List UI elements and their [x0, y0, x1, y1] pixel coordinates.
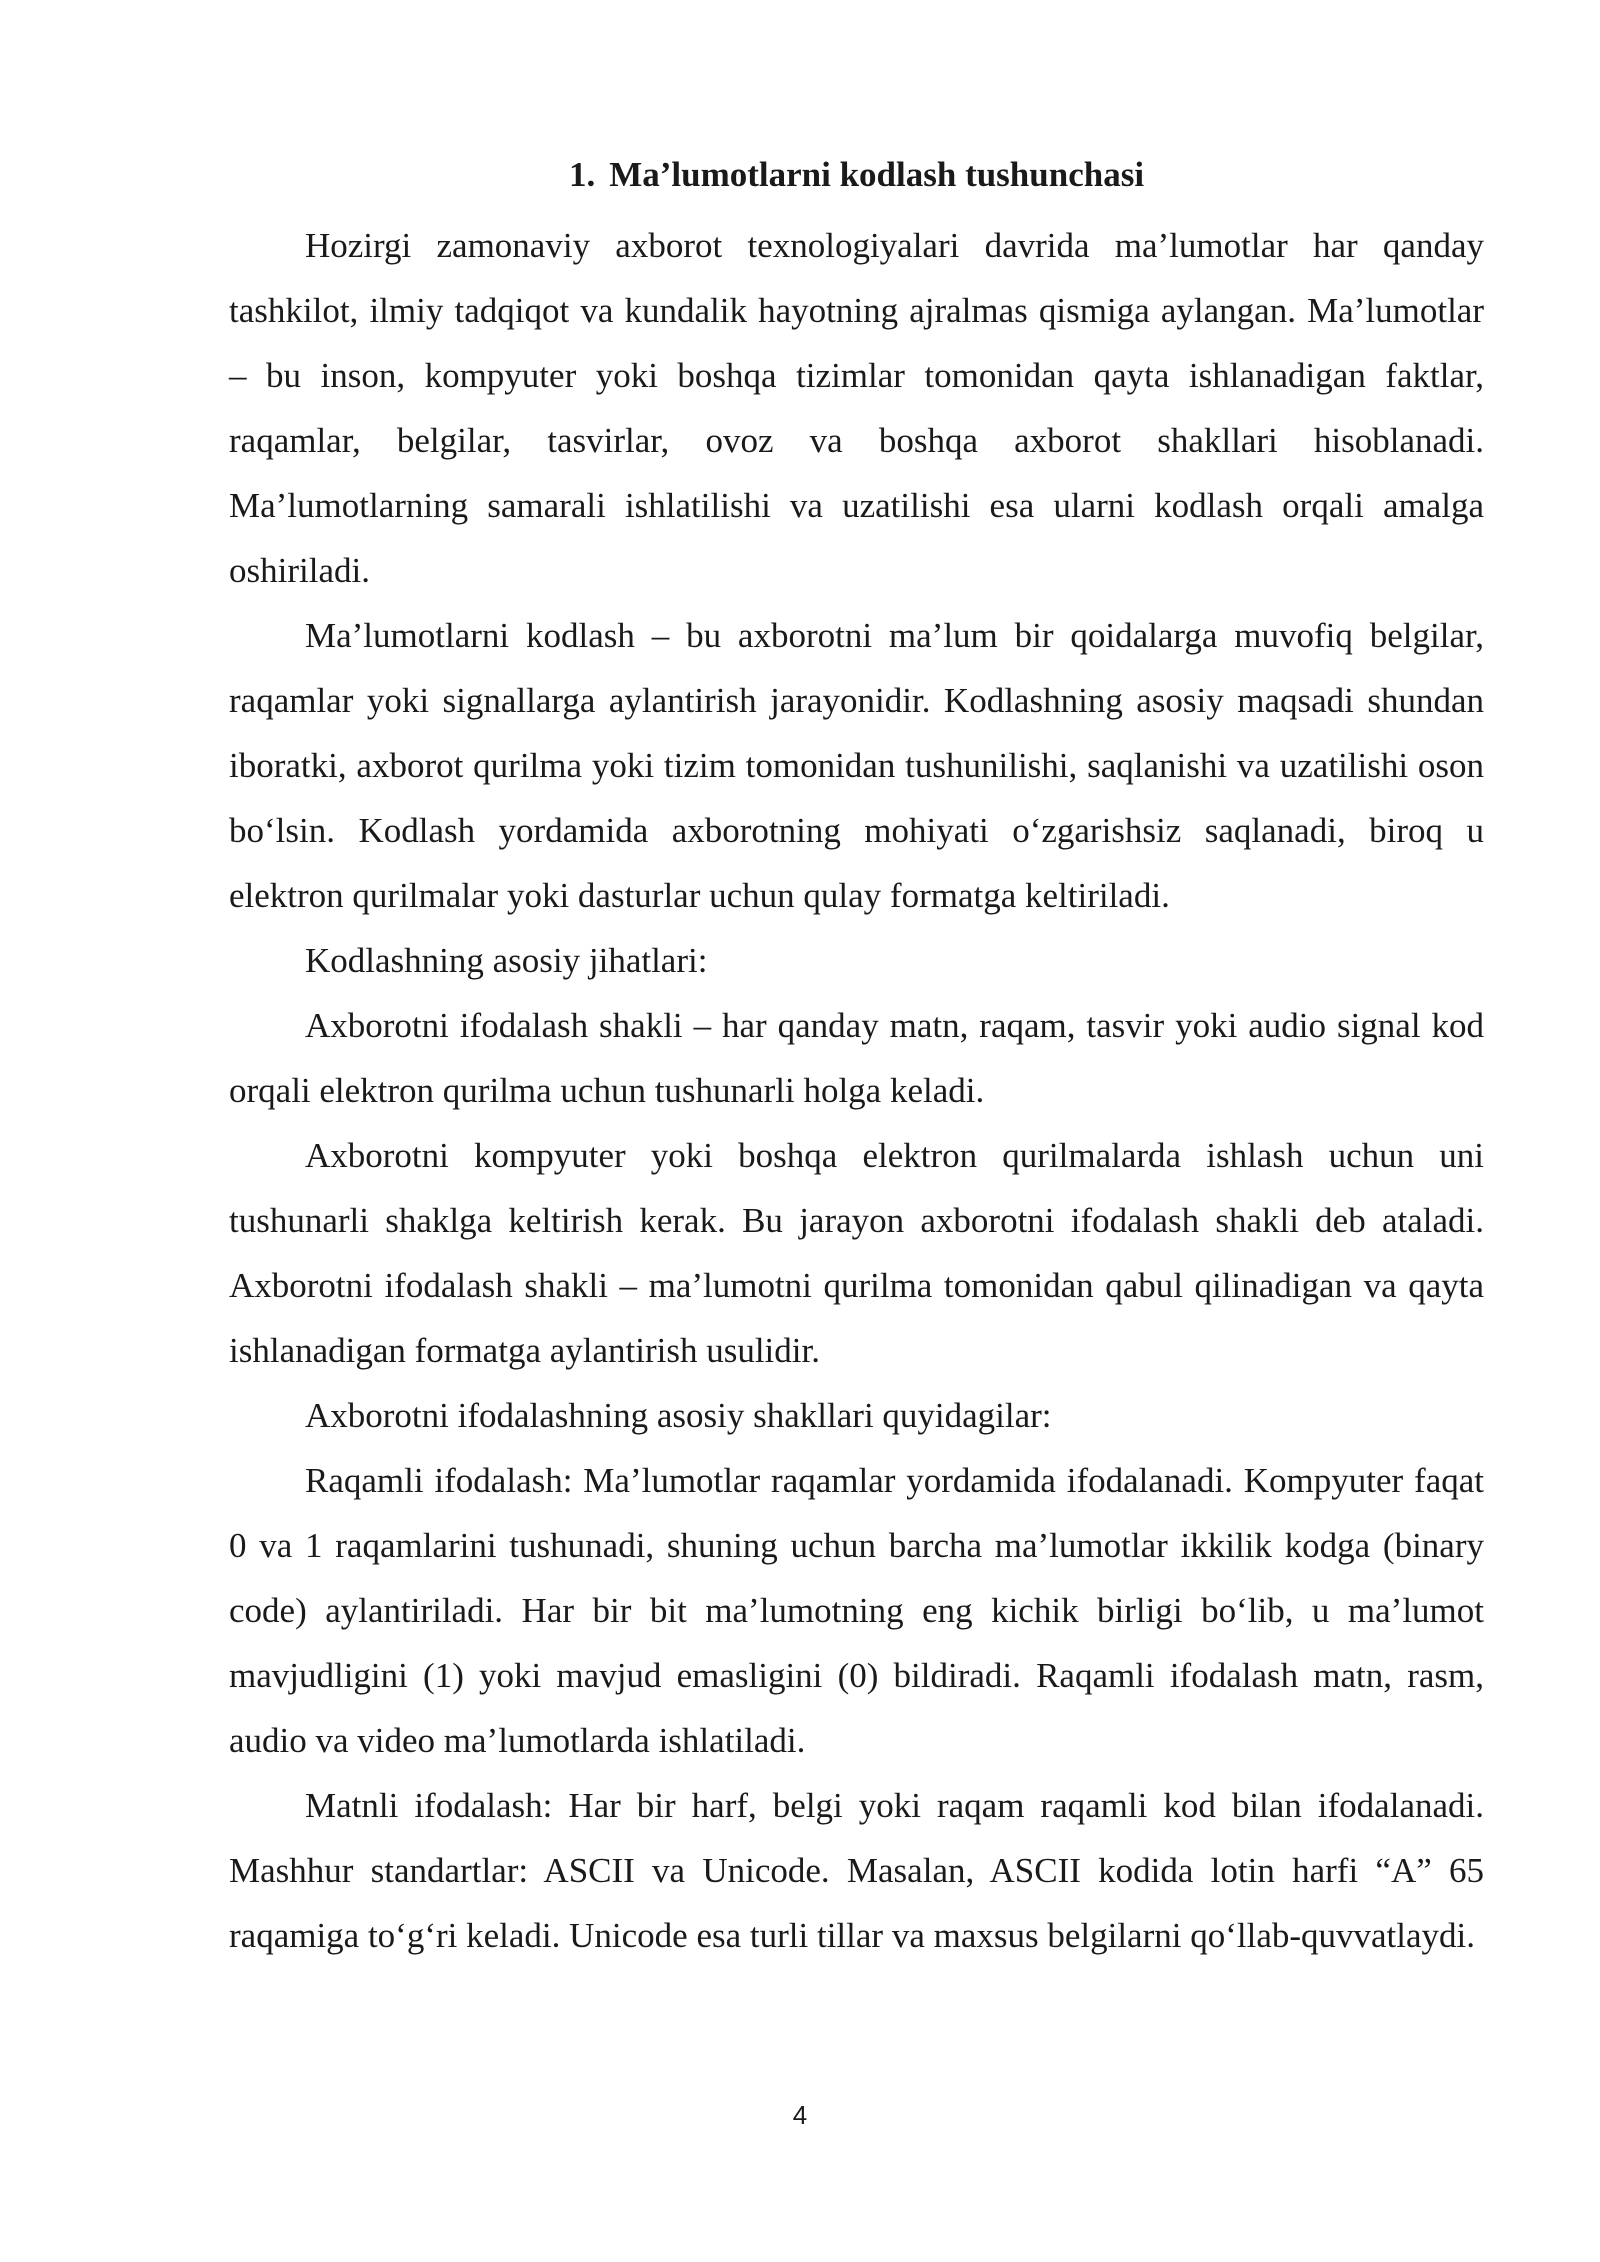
paragraph-representation-detail: Axborotni kompyuter yoki boshqa elektron qurilmalarda ishlash uchun uni tushunarli shaklga keltirish kerak. Bu jarayon axborotni ifodalash shakli deb ataladi. Axborotni ifodalash shakli – ma’lumotni qurilma tomonidan qabul qilinadigan va qayta ishlanadigan formatga aylantirish usulidir.	[229, 1136, 1484, 1370]
document-page	[229, 148, 1484, 1968]
paragraph-intro: Hozirgi zamonaviy axborot texnologiyalari davrida ma’lumotlar har qanday tashkilot, ilmiy tadqiqot va kundalik hayotning ajralmas qismiga aylangan. Ma’lumotlar – bu inson, kompyuter yoki boshqa tizimlar tomonidan qayta ishlanadigan faktlar, raqamlar, belgilar, tasvirlar, ovoz va boshqa axborot shakllari hisoblanadi. Ma’lumotlarning samarali ishlatilishi va uzatilishi esa ularni kodlash orqali amalga oshiriladi.	[229, 226, 1484, 590]
section-heading	[229, 148, 1484, 202]
paragraph-aspects-heading: Kodlashning asosiy jihatlari:	[305, 941, 708, 980]
page-number: 4	[792, 2100, 808, 2130]
section-title: Ma’lumotlarni kodlash tushunchasi	[609, 155, 1145, 194]
section-number: 1.	[568, 155, 596, 194]
paragraph-encoding-definition: Ma’lumotlarni kodlash – bu axborotni ma’lum bir qoidalarga muvofiq belgilar, raqamlar yoki signallarga aylantirish jarayonidir. Kodlashning asosiy maqsadi shundan iboratki, axborot qurilma yoki tizim tomonidan tushunilishi, saqlanishi va uzatilishi oson bo‘lsin. Kodlash yordamida axborotning mohiyati o‘zgarishsiz saqlanadi, biroq u elektron qurilmalar yoki dasturlar uchun qulay formatga keltiriladi.	[229, 616, 1484, 915]
paragraph-main-forms: Axborotni ifodalashning asosiy shakllari quyidagilar:	[305, 1396, 1052, 1435]
paragraph-digital-representation: Raqamli ifodalash: Ma’lumotlar raqamlar yordamida ifodalanadi. Kompyuter faqat 0 va 1 raqamlarini tushunadi, shuning uchun barcha ma’lumotlar ikkilik kodga (binary code) aylantiriladi. Har bir bit ma’lumotning eng kichik birligi bo‘lib, u ma’lumot mavjudligini (1) yoki mavjud emasligini (0) bildiradi. Raqamli ifodalash matn, rasm, audio va video ma’lumotlarda ishlatiladi.	[229, 1461, 1484, 1760]
paragraph-text-representation: Matnli ifodalash: Har bir harf, belgi yoki raqam raqamli kod bilan ifodalanadi. Mashhur standartlar: ASCII va Unicode. Masalan, ASCII kodida lotin harfi “A” 65 raqamiga to‘g‘ri keladi. Unicode esa turli tillar va maxsus belgilarni qo‘llab-quvvatlaydi.	[229, 1786, 1484, 1955]
paragraph-representation-form: Axborotni ifodalash shakli – har qanday matn, raqam, tasvir yoki audio signal kod orqali elektron qurilma uchun tushunarli holga keladi.	[229, 1006, 1484, 1110]
